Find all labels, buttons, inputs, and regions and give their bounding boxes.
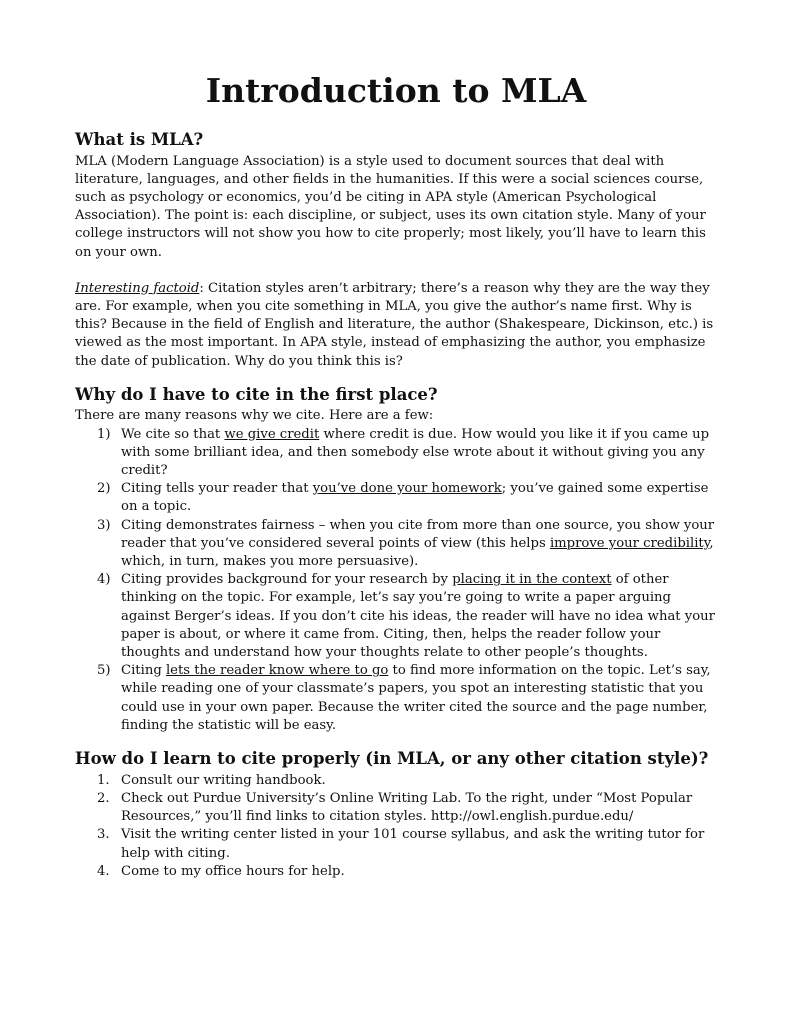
list-item-text: Citing demonstrates fairness – when you cite from more than one source, you show your reader that you’ve considered several points of view (this helps xyxy=(121,517,715,551)
section-heading-what-is-mla: What is MLA? xyxy=(75,129,204,149)
list-item-underlined: placing it in the context xyxy=(452,572,612,588)
list-item-text: of other thinking on the topic. For example, let’s say you’re going to write a paper arguing against Berger’s ideas. If you don’t cite his ideas, the reader will have no idea what your paper is about, or where it came from. Citing, then, helps the reader follow your thoughts and understand how your thoughts relate to other people’s thoughts. xyxy=(121,572,715,661)
list-item-number: 4. xyxy=(97,863,110,879)
list-item-number: 1. xyxy=(97,772,110,788)
section-heading-why-cite: Why do I have to cite in the first place? xyxy=(75,384,438,404)
list-item xyxy=(75,772,717,790)
list-item xyxy=(75,571,717,662)
list-item-text: Come to my office hours for help. xyxy=(121,863,345,879)
list-item-number: 2) xyxy=(97,481,111,497)
why-cite-list xyxy=(75,426,717,735)
list-item xyxy=(75,863,717,881)
list-item xyxy=(75,826,717,862)
list-item-number: 3) xyxy=(97,517,111,533)
what-is-mla-paragraph: MLA (Modern Language Association) is a style used to document sources that deal with literature, languages, and other fields in the humanities. If this were a social sciences course, such as psychology or economics, you’d be citing in APA style (American Psychological Association). The point is: each discipline, or subject, uses its own citation style. Many of your college instructors will not show you how to cite properly; most likely, you’ll have to learn this on your own. xyxy=(75,153,706,260)
list-item xyxy=(75,662,717,735)
list-item xyxy=(75,790,717,826)
list-item xyxy=(75,517,717,572)
list-item-underlined: you’ve done your homework xyxy=(312,481,502,497)
factoid-label: Interesting factoid xyxy=(75,280,200,296)
list-item-text: ; you’ve gained some expertise on a topic. xyxy=(121,481,709,515)
list-item-text: Consult our writing handbook. xyxy=(121,772,326,788)
list-item-underlined: we give credit xyxy=(224,426,320,442)
list-item-number: 5) xyxy=(97,663,111,679)
document-page xyxy=(75,72,717,881)
why-cite-intro: There are many reasons why we cite. Here are a few: xyxy=(75,408,434,424)
list-item-text: Citing provides background for your research by xyxy=(121,572,453,588)
list-item-text: Visit the writing center listed in your 101 course syllabus, and ask the writing tutor for help with citing. xyxy=(121,827,705,861)
list-item-number: 3. xyxy=(97,827,110,843)
list-item-text: , which, in turn, makes you more persuasive). xyxy=(121,535,714,570)
list-item-text: Check out Purdue University’s Online Writing Lab. To the right, under “Most Popular Resources,” you’ll find links to citation styles. http://owl.english.purdue.edu/ xyxy=(121,790,693,825)
section-heading-how-to-cite: How do I learn to cite properly (in MLA, or any other citation style)? xyxy=(75,749,709,769)
list-item-number: 2. xyxy=(97,790,110,806)
list-item-underlined: lets the reader know where to go xyxy=(165,663,389,679)
factoid-paragraph xyxy=(75,280,717,371)
page-title: Introduction to MLA xyxy=(205,71,587,110)
list-item-text: We cite so that xyxy=(121,426,225,442)
list-item xyxy=(75,480,717,516)
how-to-cite-list xyxy=(75,772,717,881)
list-item-text: where credit is due. How would you like it if you came up with some brilliant idea, and then somebody else wrote about it without giving you any credit? xyxy=(121,426,710,479)
factoid-text: : Citation styles aren’t arbitrary; there’s a reason why they are the way they are. For example, when you cite something in MLA, you give the author’s name first. Why is this? Because in the field of English and literature, the author (Shakespeare, Dickinson, etc.) is viewed as the most important. In APA style, instead of emphasizing the author, you emphasize the date of publication. Why do you think this is? xyxy=(75,280,714,369)
list-item-text: Citing xyxy=(121,663,166,679)
list-item-text: Citing tells your reader that xyxy=(121,481,313,497)
list-item xyxy=(75,426,717,481)
list-item-text: to find more information on the topic. Let’s say, while reading one of your classmate’s papers, you spot an interesting statistic that you could use in your own paper. Because the writer cited the source and the page number, finding the statistic will be easy. xyxy=(121,663,711,733)
list-item-underlined: improve your credibility xyxy=(549,535,710,551)
list-item-number: 1) xyxy=(97,426,111,442)
list-item-number: 4) xyxy=(97,572,111,588)
